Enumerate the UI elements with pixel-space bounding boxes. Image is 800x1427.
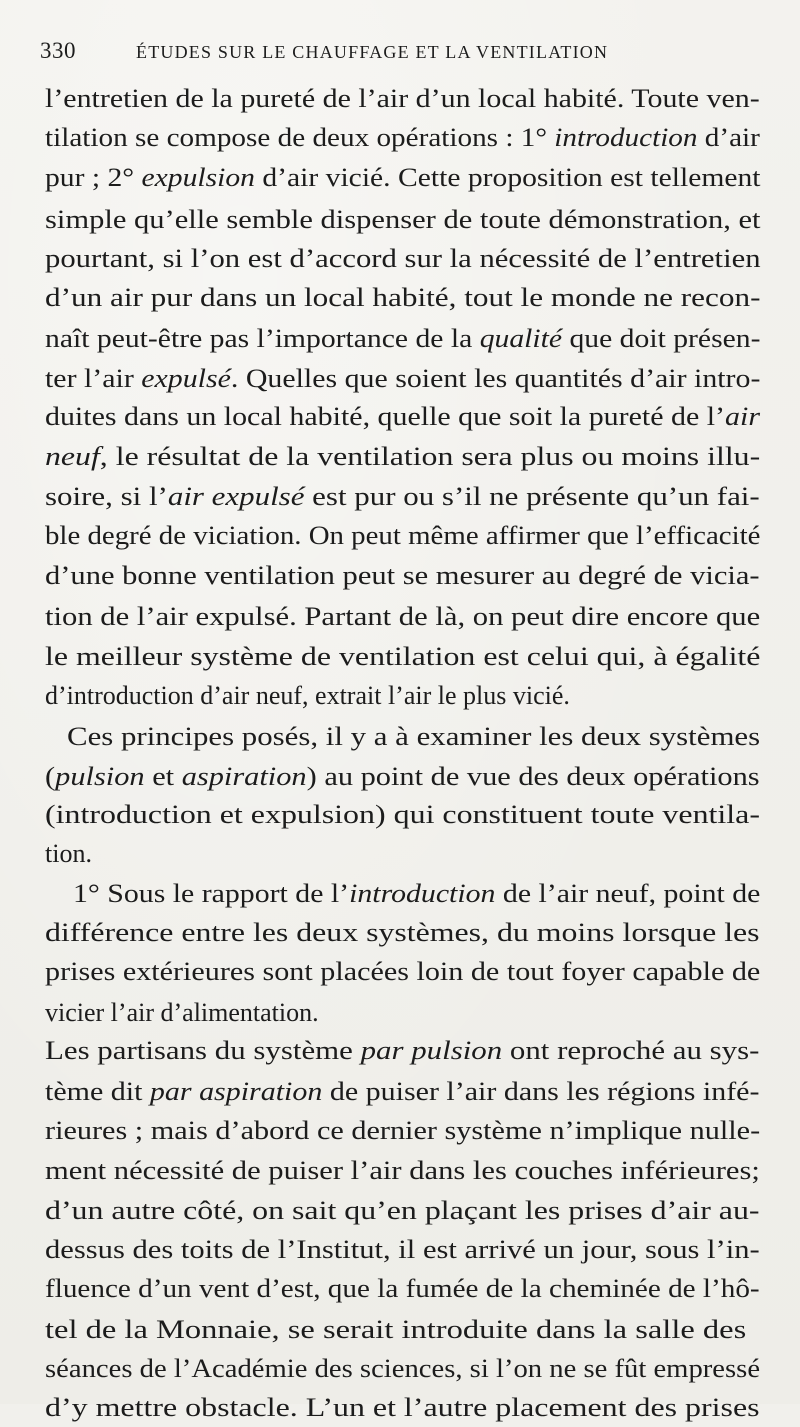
text-line: 1° Sous le rapport de l’introduction de l’air neuf, point de bbox=[73, 879, 761, 908]
page-number: 330 bbox=[40, 38, 76, 63]
text-line: l’entretien de la pureté de l’air d’un local habité. Toute ven- bbox=[45, 84, 760, 113]
text-line: (introduction et expulsion) qui constituent toute ventila- bbox=[45, 800, 760, 829]
text-line: différence entre les deux systèmes, du moins lorsque les bbox=[45, 918, 760, 947]
text-line: le meilleur système de ventilation est celui qui, à égalité bbox=[45, 642, 761, 671]
text-line: ment nécessité de puiser l’air dans les couches inférieures; bbox=[45, 1156, 760, 1185]
text-line: pourtant, si l’on est d’accord sur la nécessité de l’entretien bbox=[45, 244, 761, 273]
text-line: tème dit par aspiration de puiser l’air dans les régions infé- bbox=[45, 1077, 760, 1106]
text-line: neuf, le résultat de la ventilation sera plus ou moins illu- bbox=[45, 442, 761, 471]
text-line: fluence d’un vent d’est, que la fumée de la cheminée de l’hô- bbox=[45, 1274, 760, 1303]
text-line: ter l’air expulsé. Quelles que soient les quantités d’air intro- bbox=[45, 364, 761, 393]
text-line: d’un air pur dans un local habité, tout le monde ne recon- bbox=[45, 283, 761, 312]
text-line: d’un autre côté, on sait qu’en plaçant les prises d’air au- bbox=[45, 1196, 760, 1225]
running-title: ÉTUDES SUR LE CHAUFFAGE ET LA VENTILATION bbox=[136, 42, 609, 62]
text-line: d’introduction d’air neuf, extrait l’air le plus vicié. bbox=[45, 681, 570, 710]
text-line: duites dans un local habité, quelle que soit la pureté de l’air bbox=[45, 402, 760, 431]
text-line: rieures ; mais d’abord ce dernier système n’implique nulle- bbox=[45, 1116, 761, 1145]
text-line: soire, si l’air expulsé est pur ou s’il ne présente qu’un fai- bbox=[45, 482, 760, 511]
text-line: pur ; 2° expulsion d’air vicié. Cette proposition est tellement bbox=[45, 163, 761, 192]
text-line: tion. bbox=[45, 839, 92, 868]
running-head bbox=[40, 38, 760, 70]
text-line: ble degré de viciation. On peut même affirmer que l’efficacité bbox=[45, 521, 761, 550]
text-line: Les partisans du système par pulsion ont reproché au sys- bbox=[45, 1036, 760, 1065]
text-line: (pulsion et aspiration) au point de vue des deux opérations bbox=[45, 762, 760, 791]
text-line: Ces principes posés, il y a à examiner les deux systèmes bbox=[67, 722, 761, 751]
text-line: dessus des toits de l’Institut, il est arrivé un jour, sous l’in- bbox=[45, 1235, 760, 1264]
text-line: tel de la Monnaie, se serait introduite dans la salle des bbox=[45, 1315, 747, 1344]
text-line: séances de l’Académie des sciences, si l’on ne se fût empressé bbox=[45, 1354, 761, 1383]
text-line: simple qu’elle semble dispenser de toute démonstration, et bbox=[45, 205, 761, 234]
text-line: naît peut-être pas l’importance de la qualité que doit présen- bbox=[45, 324, 761, 353]
text-line: tion de l’air expulsé. Partant de là, on peut dire encore que bbox=[45, 602, 761, 631]
text-line: tilation se compose de deux opérations : 1° introduction d’air bbox=[45, 123, 760, 152]
text-line: vicier l’air d’alimentation. bbox=[45, 998, 319, 1027]
text-line: d’une bonne ventilation peut se mesurer au degré de vicia- bbox=[45, 561, 760, 590]
text-line: prises extérieures sont placées loin de tout foyer capable de bbox=[45, 957, 761, 986]
text-line: d’y mettre obstacle. L’un et l’autre placement des prises bbox=[45, 1393, 760, 1422]
